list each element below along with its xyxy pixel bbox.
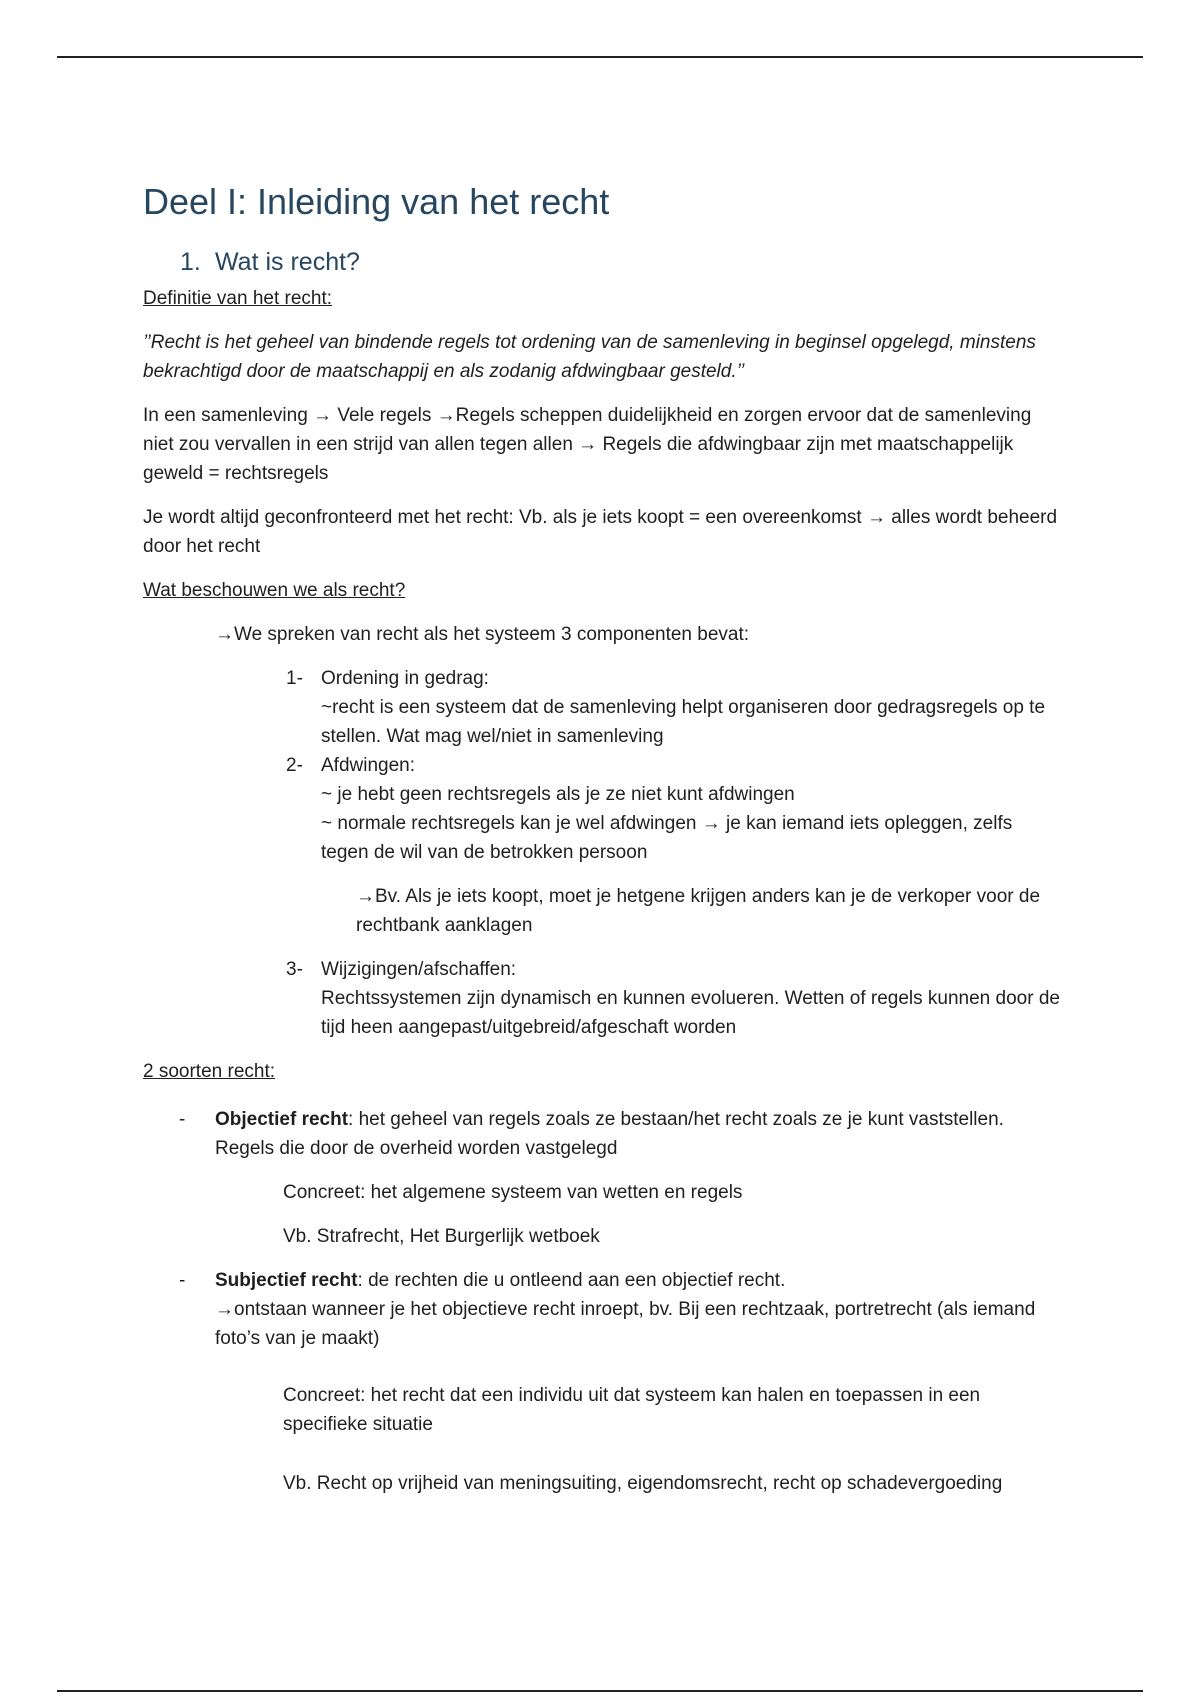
header-rule [57, 56, 1143, 58]
list-marker: 2- [286, 755, 303, 776]
section-title: Wat is recht? [215, 248, 360, 276]
example-text: Vb. Strafrecht, Het Burgerlijk wetboek [283, 1226, 600, 1247]
section-heading [180, 244, 1063, 280]
component-text: ~ je hebt geen rechtsregels als je ze niet kunt afdwingen [321, 784, 795, 805]
component-text: ~recht is een systeem dat de samenleving helpt organiseren door gedragsregels op te stellen. Wat mag wel/niet in samenleving [321, 697, 1046, 747]
component-text: Rechtssystemen zijn dynamisch en kunnen evolueren. Wetten of regels kunnen door de tijd heen aangepast/uitgebreid/afgeschaft worden [321, 988, 1060, 1038]
component-item [143, 751, 1063, 867]
bullet-marker: - [179, 1270, 186, 1291]
term-description: : de rechten die u ontleend aan een objectief recht. [357, 1270, 786, 1291]
definitie-quote: ’’Recht is het geheel van bindende regels tot ordening van de samenleving in beginsel opgelegd, minstens bekrachtigd door de maatschappij en als zodanig afdwingbaar gesteld.’’ [143, 332, 1036, 382]
term-description: : het geheel van regels zoals ze bestaan/het recht zoals ze je kunt vaststellen. Regels die door de overheid worden vastgelegd [215, 1109, 1004, 1159]
bullet-item-objectief [143, 1105, 1063, 1163]
component-example: →Bv. Als je iets koopt, moet je hetgene krijgen anders kan je de verkoper voor de rechtbank aanklagen [356, 886, 1041, 936]
component-item [143, 664, 1063, 751]
list-marker: 1- [286, 668, 303, 689]
definitie-heading: Definitie van het recht: [143, 288, 333, 309]
example-text: Vb. Recht op vrijheid van meningsuiting, eigendomsrecht, recht op schadevergoeding [283, 1473, 1003, 1494]
component-title: Ordening in gedrag: [321, 668, 489, 689]
document-body [143, 178, 1063, 1513]
componenten-intro: →We spreken van recht als het systeem 3 componenten bevat: [215, 624, 750, 645]
page-title: Deel I: Inleiding van het recht [143, 181, 610, 222]
list-marker: 3- [286, 959, 303, 980]
bullet-marker: - [179, 1109, 186, 1130]
concreet-text: Concreet: het algemene systeem van wetten en regels [283, 1182, 743, 1203]
concreet-text: Concreet: het recht dat een individu uit dat systeem kan halen en toepassen in een specifieke situatie [283, 1385, 981, 1435]
term-subjectief-recht: Subjectief recht [215, 1270, 358, 1291]
section-number: 1. [180, 248, 201, 276]
term-description-extra: →ontstaan wanneer je het objectieve recht inroept, bv. Bij een rechtzaak, portretrecht (als iemand foto’s van je maakt) [215, 1299, 1036, 1349]
component-title: Afdwingen: [321, 755, 416, 776]
footer-rule [57, 1690, 1143, 1692]
bullet-item-subjectief [143, 1266, 1063, 1353]
component-title: Wijzigingen/afschaffen: [321, 959, 517, 980]
paragraph-samenleving: In een samenleving → Vele regels →Regels scheppen duidelijkheid en zorgen ervoor dat de samenleving niet zou vervallen in een strijd van allen tegen allen → Regels die afdwingbaar zijn met maatschappelijk geweld = rechtsregels [143, 405, 1032, 484]
term-objectief-recht: Objectief recht [215, 1109, 349, 1130]
soorten-heading: 2 soorten recht: [143, 1061, 276, 1082]
paragraph-geconfronteerd: Je wordt altijd geconfronteerd met het recht: Vb. als je iets koopt = een overeenkomst → alles wordt beheerd door het recht [143, 507, 1058, 557]
component-item [143, 955, 1063, 1042]
beschouwen-heading: Wat beschouwen we als recht? [143, 580, 406, 601]
component-text: ~ normale rechtsregels kan je wel afdwingen → je kan iemand iets opleggen, zelfs tegen de wil van de betrokken persoon [321, 813, 1013, 863]
